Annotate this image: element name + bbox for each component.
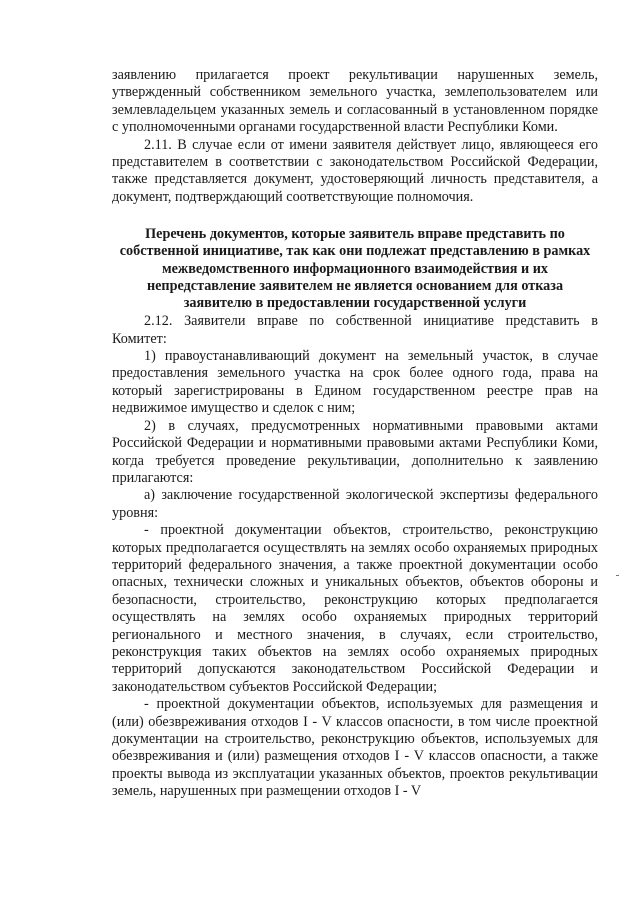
paragraph-item-2: 2) в случаях, предусмотренных нормативными правовыми актами Российской Федерации и нормативными правовыми актами Республики Коми, когда требуется проведение рекультивации, дополнительно к заявлению прилагаются: xyxy=(112,417,598,486)
document-page xyxy=(112,67,598,801)
paragraph-dash-1: - проектной документации объектов, строительство, реконструкцию которых предполагается осуществлять на землях особо охраняемых природных территорий федерального значения, а также проектной документации особо опасных, технически сложных и уникальных объектов, объектов обороны и безопасности, строительство, реконструкцию которых предполагается осуществлять на землях особо охраняемых природных территорий регионального и местного значения, в случаях, если строительство, реконструкция таких объектов на землях особо охраняемых природных территорий допускаются законодательством Российской Федерации и законодательством субъектов Российской Федерации; xyxy=(112,522,598,695)
paragraph-item-a: а) заключение государственной экологической экспертизы федерального уровня: xyxy=(112,487,598,521)
paragraph-item-1: 1) правоустанавливающий документ на земельный участок, в случае предоставления земельного участка на срок более одного года, права на который зарегистрированы в Едином государственном реестре прав на недвижимое имущество и сделок с ним; xyxy=(112,348,598,417)
paragraph-2-11: 2.11. В случае если от имени заявителя действует лицо, являющееся его представителем в соответствии с законодательством Российской Федерации, также представляется документ, удостоверяющий личность представителя, а документ, подтверждающий соответствующие полномочия. xyxy=(112,136,598,205)
section-heading: Перечень документов, которые заявитель вправе представить по собственной инициативе, так как они подлежат представлению в рамках межведомственного информационного взаимодействия и их непредставление заявителем не является основанием для отказа заявителю в предоставлении государственной услуги xyxy=(119,226,591,312)
paragraph-2-12: 2.12. Заявители вправе по собственной инициативе представить в Комитет: xyxy=(112,313,598,347)
paragraph-dash-2: - проектной документации объектов, используемых для размещения и (или) обезвреживания отходов I - V классов опасности, в том числе проектной документации на строительство, реконструкцию объектов, используемых для обезвреживания и (или) размещения отходов I - V классов опасности, а также проекты вывода из эксплуатации указанных объектов, проектов рекультивации земель, нарушенных при размещении отходов I - V xyxy=(112,696,598,800)
paragraph-continuation: заявлению прилагается проект рекультивации нарушенных земель, утвержденный собственником земельного участка, землепользователем или землевладельцем указанных земель и согласованный в установленном порядке с уполномоченными органами государственной власти Республики Коми. xyxy=(112,67,598,136)
margin-mark xyxy=(616,575,619,576)
